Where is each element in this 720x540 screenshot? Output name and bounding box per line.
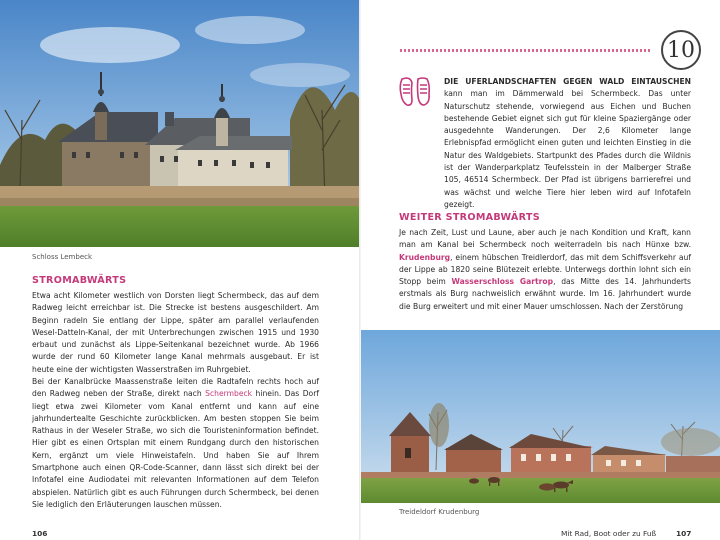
intro-paragraph: [444, 76, 691, 211]
place-highlight: Schermbeck: [205, 389, 253, 399]
section-heading-2: WEITER STROMABWÄRTS: [399, 212, 540, 223]
dotted-divider: [400, 49, 652, 52]
body-text: Bei der Kanalbrücke Maassenstraße leiten die Radtafeln rechts hoch auf den Radweg neben der Straße, direkt nach: [32, 377, 319, 399]
body-text: hinein. Das Dorf liegt etwa zwei Kilometer vom Kanal entfernt und kann auf eine jahrhundertealte Geschichte zurückblicken. Am besten stoppen Sie beim Rathaus in der Weseler Straße, wo sich die Touristeninformation befindet. Hier gibt es einen Ortsplan mit einem Rundgang durch den historischen Kern, ergänzt um viele Hinweistafeln. Und haben Sie auf Ihrem Smartphone auch einen QR-Code-Scanner, dann lässt sich direkt bei der Infotafel eine Audiodatei mit relevanten Informationen auf dem Telefon abspielen. Natürlich gibt es auch Führungen durch Schermbeck, bei denen Sie lediglich den Erläuterungen lauschen müssen.: [32, 389, 319, 509]
running-footer: Mit Rad, Boot oder zu Fuß: [561, 529, 657, 538]
section-heading: STROMABWÄRTS: [32, 275, 127, 286]
body-paragraph-3: [399, 227, 691, 313]
body-paragraph-1: [32, 290, 319, 376]
badge-number: 10: [667, 37, 695, 63]
intro-lead: DIE UFERLANDSCHAFTEN GEGEN WALD EINTAUSCHEN: [444, 77, 691, 86]
body-paragraph-2: [32, 376, 319, 511]
page-number-2: 107: [676, 529, 692, 538]
body-text: kann man im Dämmerwald bei Schermbeck. Das unter Naturschutz stehende, vorwiegend aus Eichen und Buchen bestehende Gebiet eignet sich gut für kleine Spaziergänge oder ausgedehnte Wanderungen. Der 2,6 Kilometer lange Erlebnispfad ermöglicht einen guten und leichten Einstieg in die Natur des Waldgebiets. Startpunkt des Pfades durch die Wildnis ist der Wanderparkplatz Teufelsstein in der Malberger Straße 105, 46514 Schermbeck. Der Pfad ist übrigens barrierefrei und was wächst und welche Tiere hier leben wird auf Infotafeln gezeigt.: [444, 89, 691, 209]
photo-caption-2: Treideldorf Krudenburg: [399, 508, 480, 516]
body-text: Etwa acht Kilometer westlich von Dorsten liegt Schermbeck, das auf dem Radweg leicht erreichbar ist. Die Strecke ist bestens ausgeschildert. Am Beginn radeln Sie entlang der Lippe, später am parallel verlaufenden Wesel-Datteln-Kanal, der mit Unterbrechungen zwischen 1915 und 1930 erbaut und zunächst als Lippe-Seitenkanal bezeichnet wurde. Ab 1966 wurde der rund 60 Kilometer lange Kanal mehrmals ausgebaut. Er ist heute eine der wichtigsten Wasserstraßen im Ruhrgebiet.: [32, 291, 319, 374]
tour-number-badge: [661, 30, 701, 70]
place-highlight: Krudenburg: [399, 252, 451, 262]
place-highlight: Wasserschloss Gartrop: [451, 277, 554, 287]
village-photo: [361, 330, 720, 503]
body-text: Je nach Zeit, Lust und Laune, aber auch je nach Kondition und Kraft, kann man am Kanal bei Schermbeck noch weiterradeln bis nach Hünxe bzw.: [399, 228, 691, 250]
body-text: , einem hübschen Treidlerdorf, das mit dem Schiffsverkehr auf der Lippe ab 1820 seine Blütezeit erlebte. Unterwegs dorthin lohnt sich ein Stopp beim: [399, 252, 691, 287]
page-number: 106: [32, 529, 48, 538]
body-text: , das Mitte des 14. Jahrhunderts erstmals als Burg nachweislich erwähnt wurde. Im 16. Jahrhundert wurde die Burg erweitert und mit einer Mauer umschlossen. Nach der Zerstörung: [399, 277, 691, 311]
photo-caption: Schloss Lembeck: [32, 253, 93, 261]
walking-shoes-icon: [398, 76, 432, 108]
castle-photo: [0, 0, 360, 247]
